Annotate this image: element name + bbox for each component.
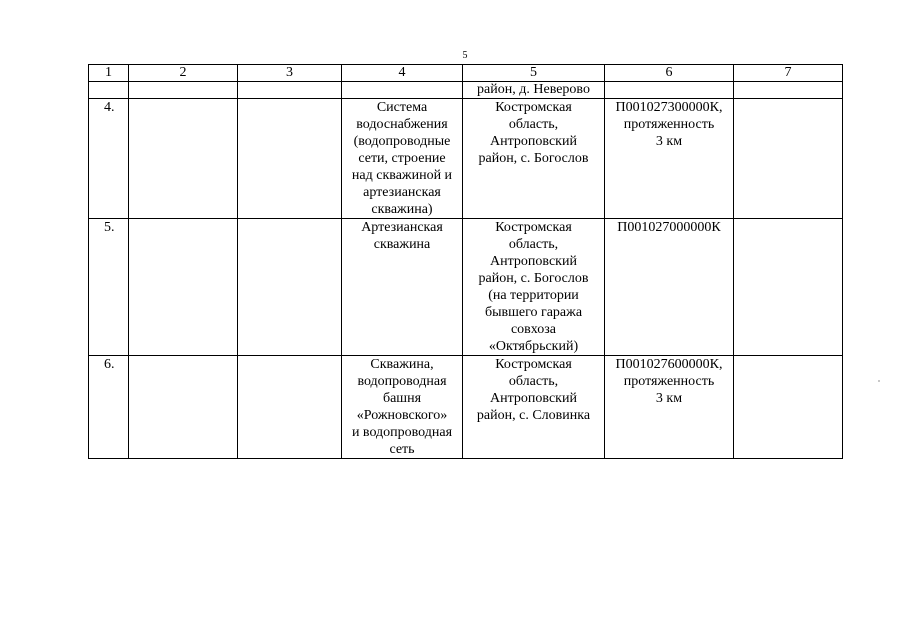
continuation-cell-7 (734, 82, 843, 99)
column-header-7: 7 (734, 65, 843, 82)
registry-number-cell: П001027000000К (605, 219, 734, 356)
table-row (89, 99, 843, 219)
row-col7 (734, 356, 843, 459)
page-number: 5 (462, 50, 468, 61)
row-col2 (129, 99, 238, 219)
table-row (89, 219, 843, 356)
continuation-cell-1 (89, 82, 129, 99)
object-name-cell: Артезианская скважина (342, 219, 463, 356)
registry-number-cell: П001027300000К, протяженность 3 км (605, 99, 734, 219)
row-col7 (734, 99, 843, 219)
row-col2 (129, 219, 238, 356)
column-number-row (89, 65, 843, 82)
column-header-4: 4 (342, 65, 463, 82)
column-header-6: 6 (605, 65, 734, 82)
continuation-cell-6 (605, 82, 734, 99)
row-col3 (238, 356, 342, 459)
table-row (89, 356, 843, 459)
row-col2 (129, 356, 238, 459)
row-number: 4. (89, 99, 129, 219)
address-cell: Костромская область, Антроповский район, с. Богослов (463, 99, 605, 219)
row-col3 (238, 219, 342, 356)
row-col3 (238, 99, 342, 219)
continuation-cell-3 (238, 82, 342, 99)
column-header-3: 3 (238, 65, 342, 82)
address-cell: Костромская область, Антроповский район, с. Словинка (463, 356, 605, 459)
column-header-5: 5 (463, 65, 605, 82)
continuation-cell-4 (342, 82, 463, 99)
continuation-address-cell: район, д. Неверово (463, 82, 605, 99)
continuation-cell-2 (129, 82, 238, 99)
row-number: 6. (89, 356, 129, 459)
scan-speck (878, 380, 880, 382)
continuation-row (89, 82, 843, 99)
registry-table (88, 64, 843, 459)
column-header-1: 1 (89, 65, 129, 82)
column-header-2: 2 (129, 65, 238, 82)
registry-number-cell: П001027600000К, протяженность 3 км (605, 356, 734, 459)
row-col7 (734, 219, 843, 356)
row-number: 5. (89, 219, 129, 356)
object-name-cell: Скважина, водопроводная башня «Рожновского» и водопроводная сеть (342, 356, 463, 459)
object-name-cell: Система водоснабжения (водопроводные сети, строение над скважиной и артезианская скважина) (342, 99, 463, 219)
address-cell: Костромская область, Антроповский район, с. Богослов (на территории бывшего гаража совхоза «Октябрьский) (463, 219, 605, 356)
